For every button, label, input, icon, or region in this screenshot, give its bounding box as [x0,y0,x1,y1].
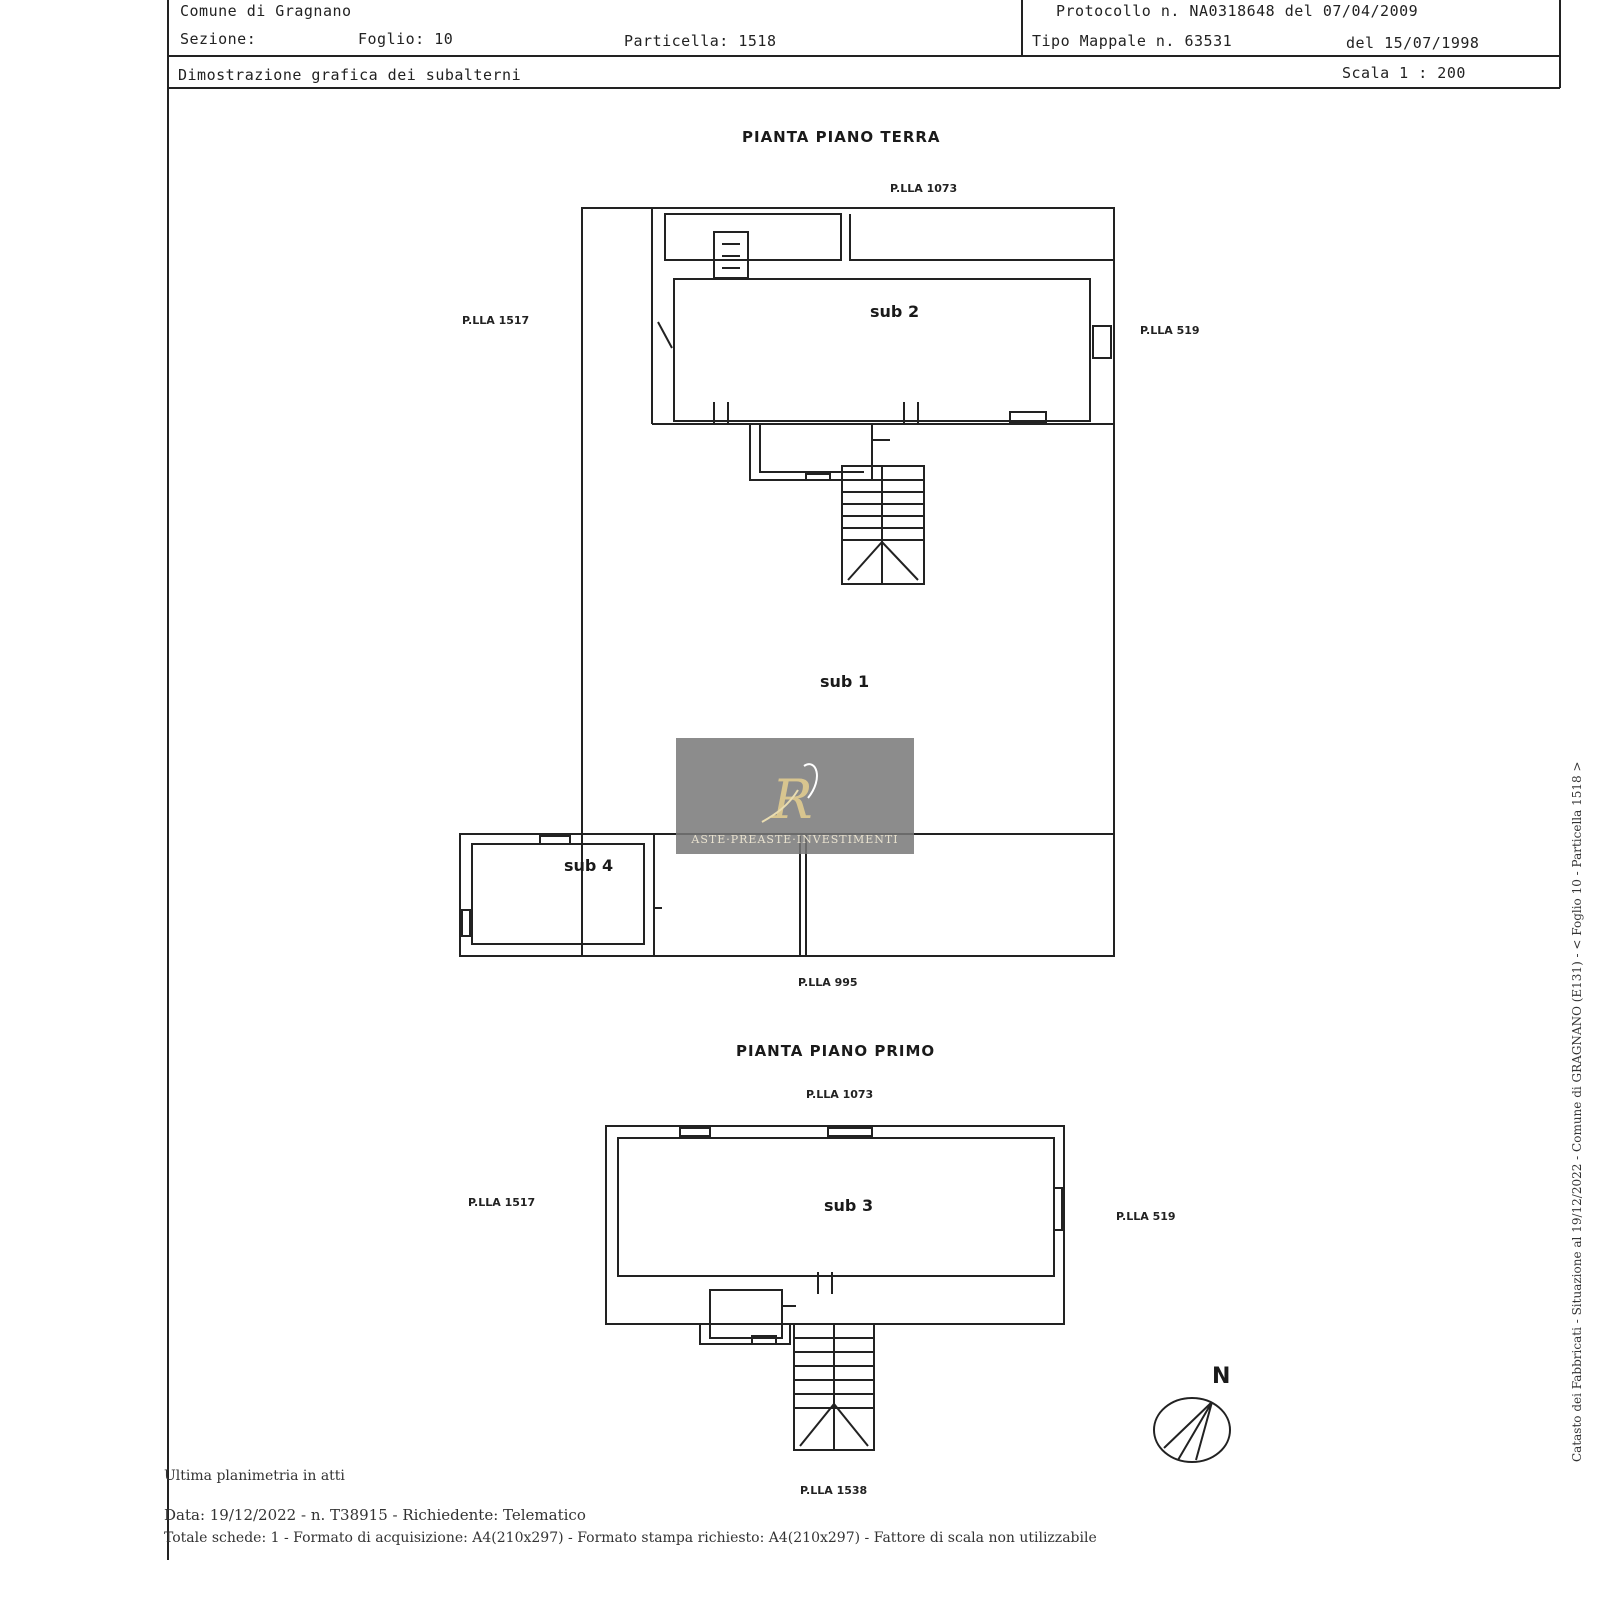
sub2-label: sub 2 [870,302,920,321]
foglio-label: Foglio: 10 [358,30,454,48]
ground-plla-south: P.LLA 995 [798,976,858,989]
watermark-logo [676,738,914,854]
sub1-label: sub 1 [820,672,870,691]
north-label: N [1212,1364,1231,1389]
ground-plla-east: P.LLA 519 [1140,324,1200,337]
scale-label: Scala 1 : 200 [1342,64,1466,82]
comune-label: Comune di Gragnano [180,2,352,20]
first-plla-east: P.LLA 519 [1116,1210,1176,1223]
ground-floor-title: PIANTA PIANO TERRA [742,128,941,146]
protocollo-label: Protocollo n. NA0318648 del 07/04/2009 [1056,2,1419,20]
footer-line-2: Data: 19/12/2022 - n. T38915 - Richiedente: Telematico [164,1506,586,1524]
svg-text:R: R [772,768,813,831]
first-floor-title: PIANTA PIANO PRIMO [736,1042,936,1060]
sub3-label: sub 3 [824,1196,874,1215]
first-plla-south: P.LLA 1538 [800,1484,868,1497]
footer-line-1: Ultima planimetria in atti [164,1468,345,1484]
dimostrazione-label: Dimostrazione grafica dei subalterni [178,66,522,84]
ground-plla-north: P.LLA 1073 [890,182,958,195]
sezione-label: Sezione: [180,30,257,48]
first-plla-north: P.LLA 1073 [806,1088,874,1101]
footer-line-3: Totale schede: 1 - Formato di acquisizione: A4(210x297) - Formato stampa richiesto: A4(210x297) - Fattore di scala non utilizzabile [164,1530,1097,1546]
first-plla-west: P.LLA 1517 [468,1196,536,1209]
side-note: Catasto dei Fabbricati - Situazione al 19/12/2022 - Comune di GRAGNANO (E131) - < Foglio 10 - Particella 1518 > [1570,761,1584,1462]
watermark-text: ASTE·PREASTE·INVESTIMENTI [691,833,899,846]
tipo-mappale-label: Tipo Mappale n. 63531 [1032,32,1233,50]
particella-label: Particella: 1518 [624,32,777,50]
sub4-label: sub 4 [564,856,614,875]
ground-plla-west: P.LLA 1517 [462,314,530,327]
tipo-mappale-date: del 15/07/1998 [1346,34,1480,52]
